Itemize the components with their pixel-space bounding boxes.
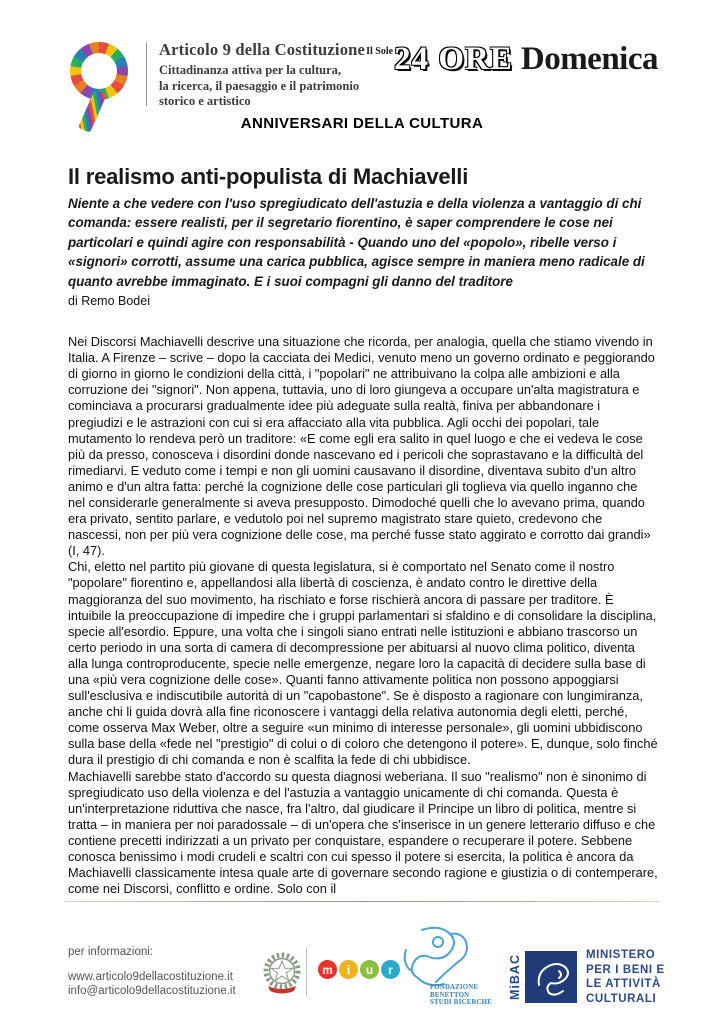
sole24ore-24ore-label: 24 ORE <box>394 41 513 77</box>
miur-letter-i: i <box>339 960 358 979</box>
italy-emblem-icon <box>260 950 304 1001</box>
article-title: Il realismo anti-populista di Machiavelli <box>68 164 469 189</box>
email-link[interactable]: info@articolo9dellacostituzione.it <box>68 985 236 997</box>
article-paragraph: Chi, eletto nel partito più giovane di questa legislatura, si è comportato nel Senato come il nostro "popolare" fiorentino e, appellandosi alla libertà di coscienza, è andato contro le direttive della maggioranza del suo movimento, ha rischiato e forse rischierà ancora di passare per traditore. È intuibile la preoccupazione di impedire che i gruppi parlamentari si sfaldino e di consolidare la disciplina, specie all'esordio. Eppure, una volta che i singoli siano entrati nelle istituzioni e abbiano trascorso un certo periodo in una sorta di camera di decompressione per abituarsi al nuovo clima politico, diventa alla lunga controproducente, specie nelle emergenze, negare loro la capacità di decidere sulla base di una «più vera cognizione delle cose». Quanti fanno attivamente politica non possono appoggiarsi sull'esclusiva e indiscutibile autorità di un "capobastone". Se è disposto a ragionare con lungimiranza, anche chi li guida dovrà alla fine riconoscere i vantaggi della relativa autonomia degli eletti, perché, come osserva Max Weber, oltre a seguire «un minimo di interesse personale», gli uomini ubbidiscono sulla base della «fede nel "prestigio" di colui o di coloro che detengono il potere». E, dunque, solo finché dura il prestigio di chi comanda e non è scalfita la fede di chi ubbidisce. <box>68 559 658 768</box>
info-label: per informazioni: <box>68 946 154 958</box>
articolo9-subtitle-line: Cittadinanza attiva per la cultura, <box>159 63 342 77</box>
contact-info <box>68 946 236 998</box>
articolo9-subtitle-line: storico e artistico <box>159 94 251 108</box>
article <box>68 164 658 897</box>
articolo9-title: Articolo 9 della Costituzione <box>159 40 366 59</box>
footer-divider <box>64 901 660 902</box>
articolo9-logo-text <box>159 38 365 110</box>
benetton-label: FONDAZIONE BENETTON STUDI RICERCHE <box>430 984 492 1007</box>
logo-divider <box>146 42 147 106</box>
miur-logo <box>318 960 400 979</box>
article-paragraph: Nei Discorsi Machiavelli descrive una situazione che ricorda, per analogia, quella che stiamo vivendo in Italia. A Firenze – scrive – dopo la cacciata dei Medici, venuto meno un governo ordinato e peggiorando di giorno in giorno le condizioni della città, i "popolari" ne attribuivano la colpa alle ambizioni e alla corruzione dei "signori". Non appena, tuttavia, uno di loro giungeva a occupare un'alta magistratura e cominciava a procurarsi gradualmente idee più adeguate sulla realtà, finiva per abbandonare i pregiudizi e le astrazioni con cui si era affacciato alla vita pubblica. Agli occhi dei popolari, tale mutamento lo rendeva però un traditore: «E come egli era salito in quel luogo e che ei vedeva le cose più da presso, conosceva i disordini donde nascevano ed i pericoli che soprastavano e la difficultà del rimediarvi. E veduto come i tempi e non gli uomini causavano il disordine, diventava subito d'un altro animo e d'un altra fatta: perché la cognizione delle cose particulari gli toglieva via quello inganno che nel considerarle generalmente si aveva presupposto. Dimodoché quelli che lo avevano prima, quando era privato, sentito parlare, e vedutolo poi nel supremo magistrato stare quieto, credevono che nascessi, non per più vera cognizione delle cose, ma perché fusse stato aggirato e corrotto dai grandi» (I, 47). <box>68 334 655 559</box>
miur-letter-u: u <box>360 960 379 979</box>
footer-logo-divider <box>306 948 307 996</box>
website-link[interactable]: www.articolo9dellacostituzione.it <box>68 971 233 983</box>
fondazione-benetton-logo <box>392 922 502 1006</box>
article-body <box>68 334 658 897</box>
miur-letter-m: m <box>318 960 337 979</box>
miur-letter-r: r <box>381 960 400 979</box>
sole24ore-ilsole-label: Il Sole <box>366 46 394 57</box>
section-heading: ANNIVERSARI DELLA CULTURA <box>240 115 484 132</box>
sole24ore-domenica-label: Domenica <box>520 41 658 77</box>
page-footer <box>0 920 724 1024</box>
article-subtitle: Niente a che vedere con l'uso spregiudicato dell'astuzia e della violenza a vantaggio di chi comanda: essere realisti, per il segretario fiorentino, è saper comprendere le cose nei particolari e quindi agire con responsabilità - Quando uno del «popolo», ribelle verso i «signori» corrotti, assume una carica pubblica, agisce sempre in maniera meno radicale di quanto avrebbe immaginato. E i suoi compagni gli danno del traditore <box>68 196 645 289</box>
mibac-square-icon <box>525 951 577 1003</box>
article-paragraph: Machiavelli sarebbe stato d'accordo su questa diagnosi weberiana. Il suo "realismo" non è sinonimo di spregiudicato uso della violenza e del l'astuzia a vantaggio unicamente di chi comanda. Questa è un'interpretazione riduttiva che nasce, fra l'altro, dal giudicare il Principe un libro di politica, mentre si tratta – in maniera per noi paradossale – di un'opera che s'inserisce in un genere letterario diffuso e che contiene precetti indirizzati a un privato per conquistare, espandere o recuperare il potere. Sebbene conosca benissimo i modi crudeli e scaltri con cui spesso il potere si esercita, la politica è ancora da Machiavelli classicamente intesa quale arte di governare secondo ragione e giustizia o di contemperare, come nei Discorsi, conflitto e ordine. Solo con il <box>68 768 658 897</box>
mibac-vertical-label: MiBAC <box>508 954 522 1000</box>
mibac-logo <box>508 948 665 1006</box>
article-byline: di Remo Bodei <box>68 294 150 309</box>
mibac-ministry-label: MINISTERO PER I BENI E LE ATTIVITÀ CULTURALI <box>586 949 665 1005</box>
articolo9-subtitle-line: la ricerca, il paesaggio e il patrimonio <box>159 78 360 93</box>
